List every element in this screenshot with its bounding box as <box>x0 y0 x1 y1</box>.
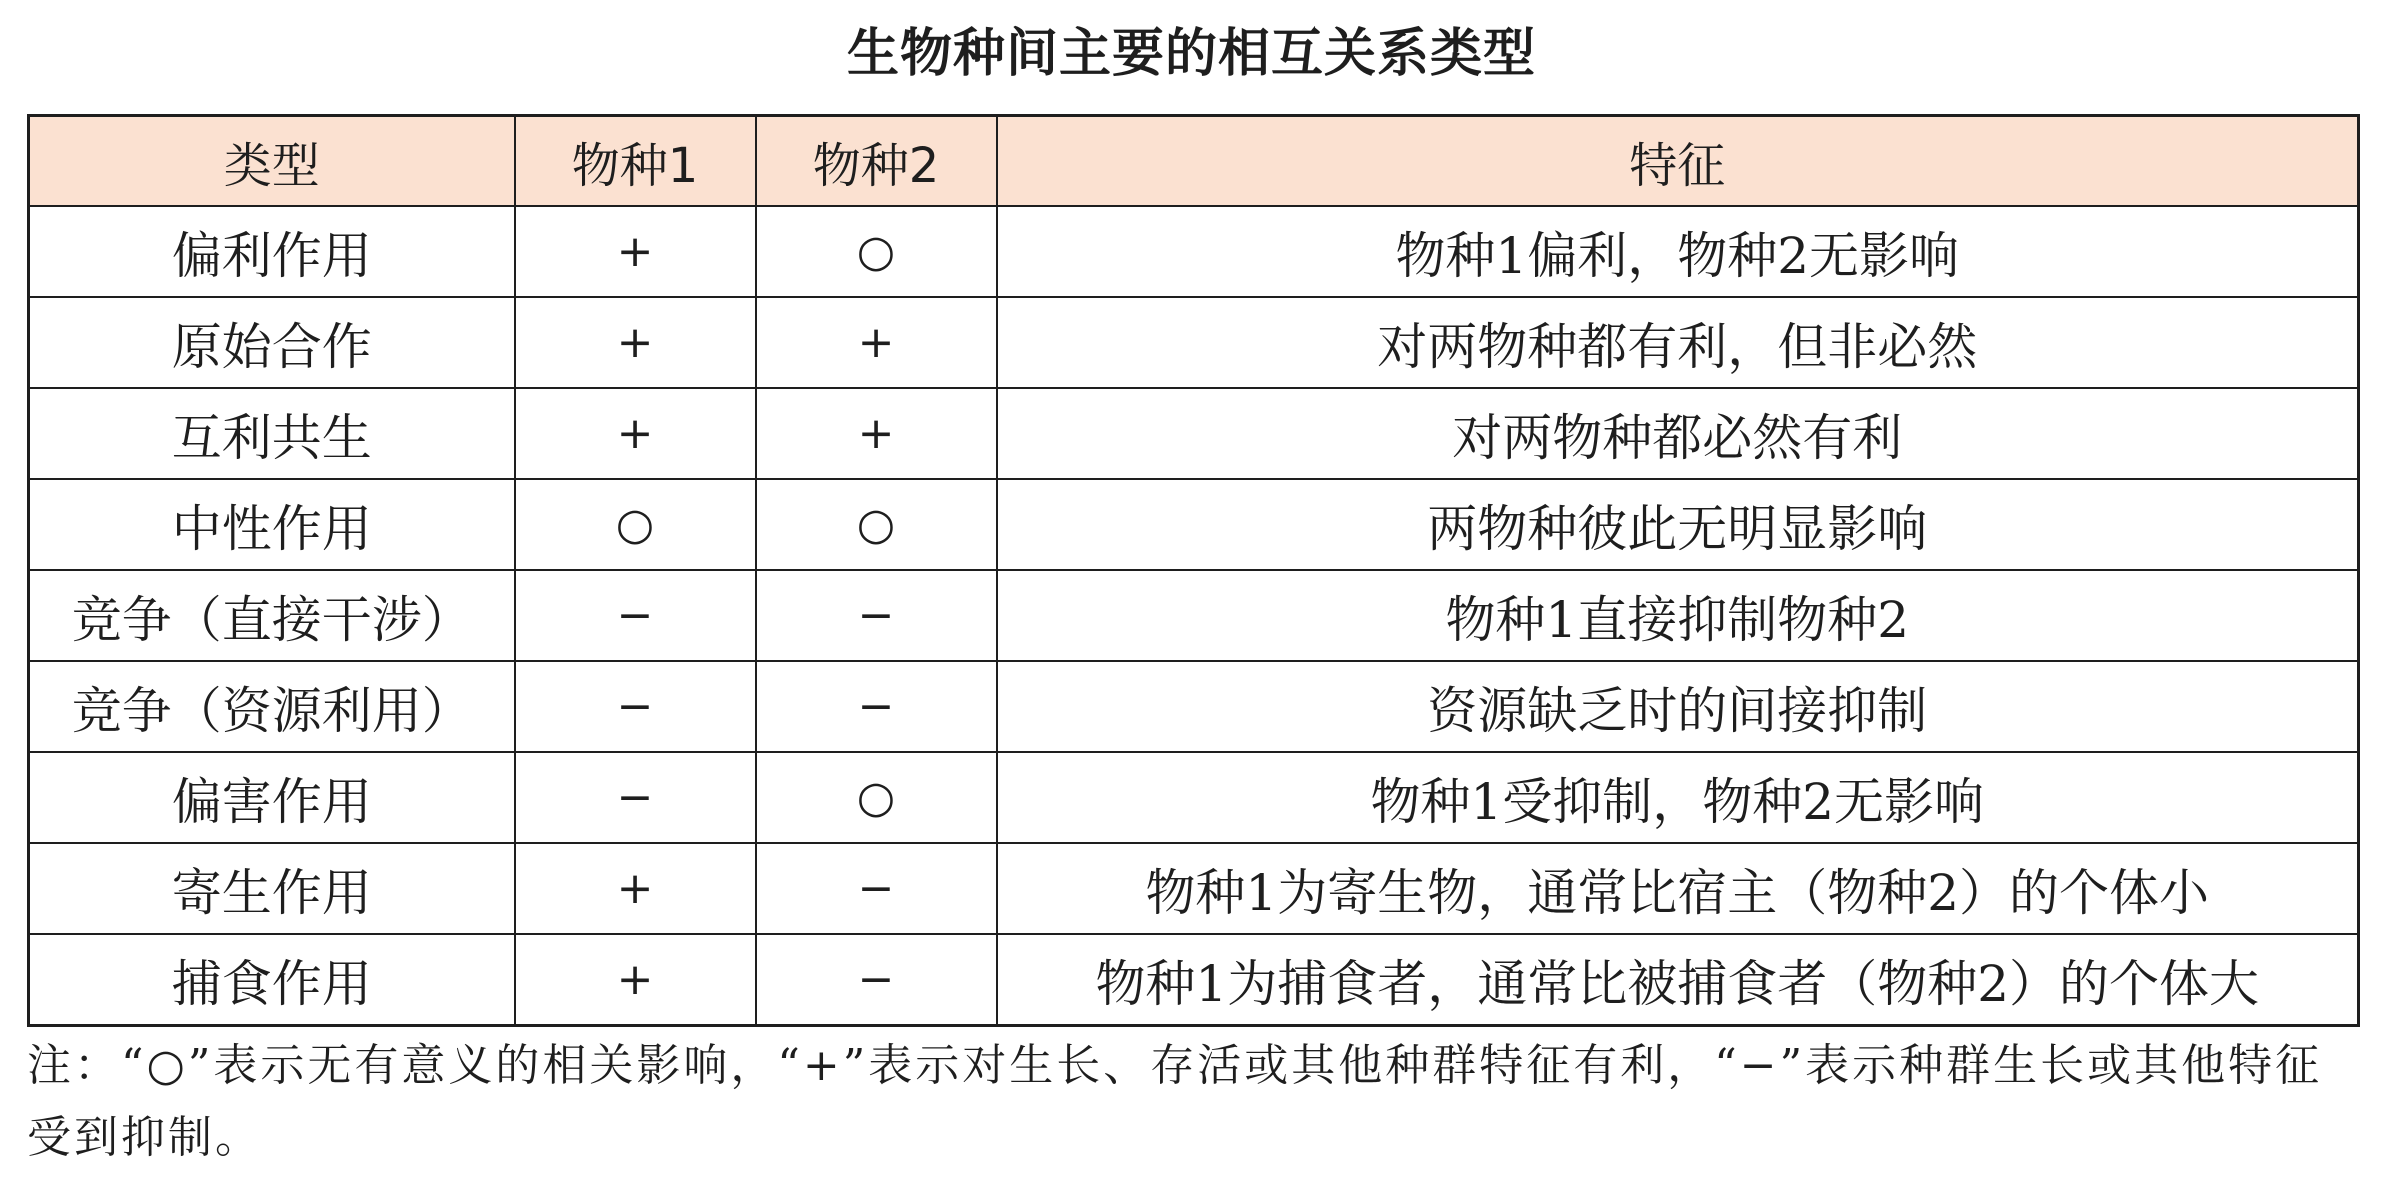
table-row <box>29 661 2359 752</box>
species-1-effect: ○ <box>515 479 756 570</box>
feature-cell: 对两物种都必然有利 <box>997 388 2359 479</box>
species-1-effect: + <box>515 206 756 297</box>
species-1-effect: − <box>515 661 756 752</box>
feature-cell: 物种1偏利，物种2无影响 <box>997 206 2359 297</box>
species-2-effect: − <box>756 570 997 661</box>
species-1-effect: + <box>515 843 756 934</box>
table-row <box>29 297 2359 388</box>
table-row <box>29 752 2359 843</box>
type-cell: 寄生作用 <box>29 843 515 934</box>
feature-cell: 物种1为捕食者，通常比被捕食者（物种2）的个体大 <box>997 934 2359 1026</box>
species-2-effect: − <box>756 661 997 752</box>
table-row <box>29 206 2359 297</box>
table-row <box>29 479 2359 570</box>
table-row <box>29 570 2359 661</box>
type-cell: 捕食作用 <box>29 934 515 1026</box>
header-species-2: 物种2 <box>756 116 997 207</box>
species-1-effect: + <box>515 388 756 479</box>
table-footnote: 注：“○”表示无有意义的相关影响，“+”表示对生长、存活或其他种群特征有利，“−”表示种群生长或其他特征受到抑制。 <box>27 1040 2323 1163</box>
type-cell: 中性作用 <box>29 479 515 570</box>
species-2-effect: ○ <box>756 206 997 297</box>
species-2-effect: ○ <box>756 752 997 843</box>
species-2-effect: + <box>756 388 997 479</box>
type-cell: 互利共生 <box>29 388 515 479</box>
header-species-1: 物种1 <box>515 116 756 207</box>
feature-cell: 物种1受抑制，物种2无影响 <box>997 752 2359 843</box>
feature-cell: 物种1直接抑制物种2 <box>997 570 2359 661</box>
type-cell: 原始合作 <box>29 297 515 388</box>
species-1-effect: + <box>515 297 756 388</box>
feature-cell: 物种1为寄生物，通常比宿主（物种2）的个体小 <box>997 843 2359 934</box>
species-1-effect: − <box>515 570 756 661</box>
table-row <box>29 843 2359 934</box>
species-2-effect: + <box>756 297 997 388</box>
table-row <box>29 934 2359 1026</box>
species-relationship-table <box>27 114 2360 1027</box>
feature-cell: 两物种彼此无明显影响 <box>997 479 2359 570</box>
species-2-effect: − <box>756 843 997 934</box>
type-cell: 竞争（直接干涉） <box>29 570 515 661</box>
type-cell: 竞争（资源利用） <box>29 661 515 752</box>
header-row <box>29 116 2359 207</box>
table-title: 生物种间主要的相互关系类型 <box>846 24 1536 84</box>
feature-cell: 资源缺乏时的间接抑制 <box>997 661 2359 752</box>
header-feature: 特征 <box>997 116 2359 207</box>
species-2-effect: − <box>756 934 997 1026</box>
header-type: 类型 <box>29 116 515 207</box>
type-cell: 偏害作用 <box>29 752 515 843</box>
species-2-effect: ○ <box>756 479 997 570</box>
species-1-effect: + <box>515 934 756 1026</box>
table-row <box>29 388 2359 479</box>
species-1-effect: − <box>515 752 756 843</box>
type-cell: 偏利作用 <box>29 206 515 297</box>
feature-cell: 对两物种都有利，但非必然 <box>997 297 2359 388</box>
